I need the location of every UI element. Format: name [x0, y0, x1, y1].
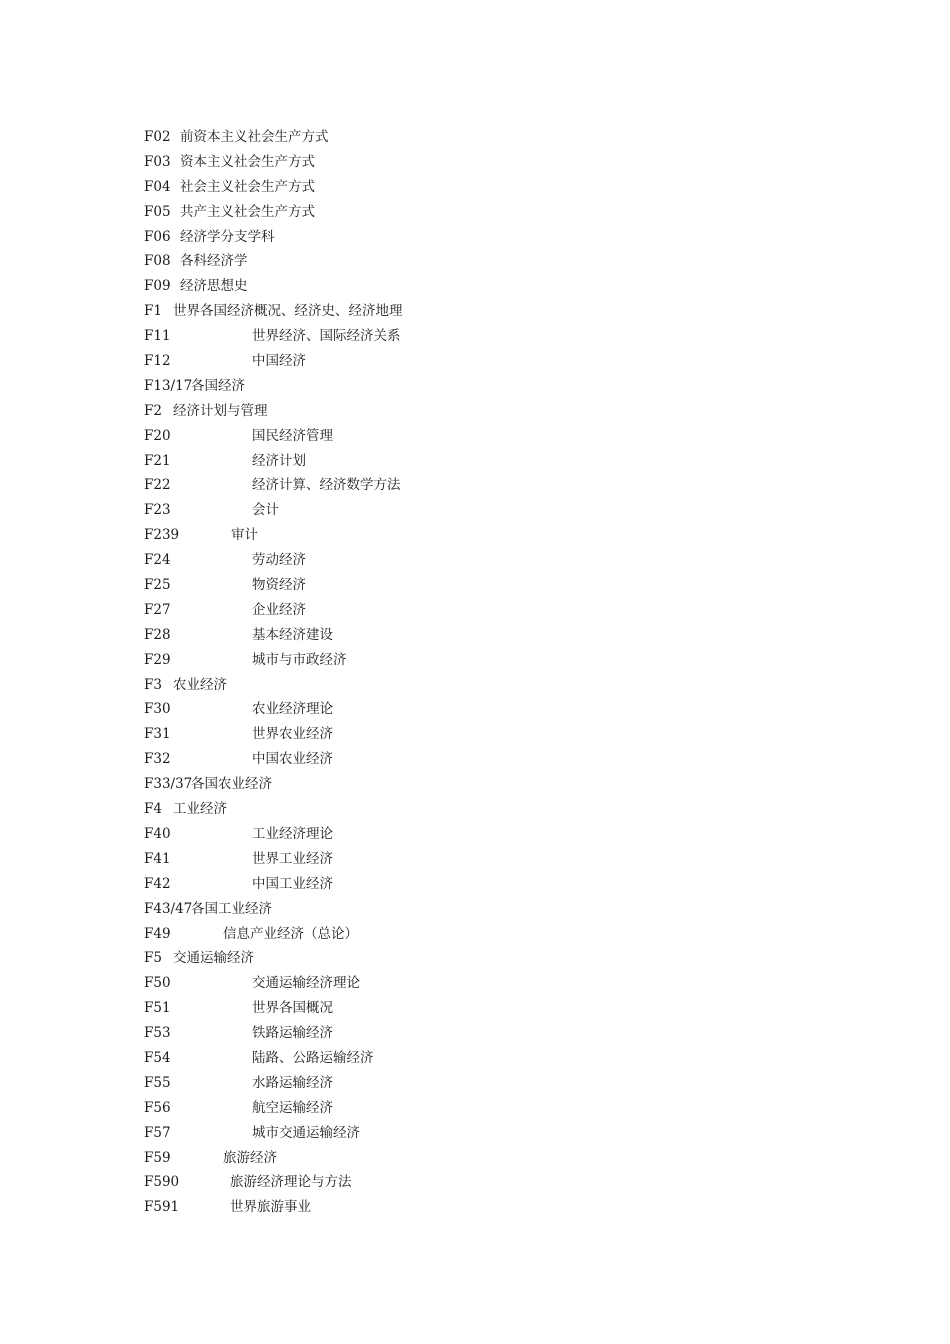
entry-code: F23 [144, 502, 171, 519]
entry-code: F31 [144, 726, 171, 743]
entry-code: F20 [144, 427, 171, 444]
list-item [144, 1071, 844, 1096]
list-item [144, 697, 844, 722]
entry-title: 经济计算、经济数学方法 [252, 477, 401, 494]
list-item [144, 498, 844, 523]
entry-title: 各国经济 [191, 377, 245, 394]
entry-code: F41 [144, 850, 171, 867]
list-item [144, 225, 844, 250]
entry-title: 物资经济 [252, 577, 306, 594]
entry-title: 世界工业经济 [252, 850, 333, 867]
list-item [144, 523, 844, 548]
list-item [144, 150, 844, 175]
list-item [144, 623, 844, 648]
entry-code: F06 [144, 228, 171, 245]
entry-title: 世界各国经济概况、经济史、经济地理 [173, 303, 403, 320]
entry-code: F59 [144, 1149, 171, 1166]
list-item [144, 424, 844, 449]
list-item [144, 548, 844, 573]
entry-code: F42 [144, 875, 171, 892]
entry-code: F30 [144, 701, 171, 718]
entry-title: 资本主义社会生产方式 [180, 153, 315, 170]
entry-code: F53 [144, 1025, 171, 1042]
entry-title: 各科经济学 [180, 253, 248, 270]
list-item [144, 822, 844, 847]
entry-title: 陆路、公路运输经济 [252, 1049, 374, 1066]
list-item [144, 1096, 844, 1121]
list-item [144, 299, 844, 324]
entry-title: 劳动经济 [252, 552, 306, 569]
classification-list [144, 125, 844, 1220]
entry-code: F50 [144, 975, 171, 992]
entry-title: 企业经济 [252, 601, 306, 618]
entry-code: F33/37 [144, 776, 193, 793]
entry-title: 前资本主义社会生产方式 [180, 129, 329, 145]
entry-code: F02 [144, 129, 171, 145]
entry-code: F591 [144, 1199, 180, 1216]
entry-title: 信息产业经济（总论） [223, 925, 358, 942]
entry-code: F28 [144, 626, 171, 643]
entry-code: F21 [144, 452, 171, 469]
list-item [144, 648, 844, 673]
entry-code: F239 [144, 527, 180, 544]
list-item [144, 996, 844, 1021]
entry-code: F54 [144, 1049, 171, 1066]
list-item [144, 349, 844, 374]
entry-title: 会计 [252, 502, 279, 519]
entry-code: F55 [144, 1074, 171, 1091]
entry-title: 水路运输经济 [252, 1074, 333, 1091]
list-item [144, 946, 844, 971]
list-item [144, 1146, 844, 1171]
list-item [144, 200, 844, 225]
list-item [144, 772, 844, 797]
entry-code: F57 [144, 1124, 171, 1141]
list-item [144, 374, 844, 399]
entry-code: F27 [144, 601, 171, 618]
entry-code: F5 [144, 950, 162, 967]
list-item [144, 971, 844, 996]
entry-code: F08 [144, 253, 171, 270]
list-item [144, 399, 844, 424]
entry-code: F03 [144, 153, 171, 170]
entry-code: F32 [144, 751, 171, 768]
entry-title: 城市交通运输经济 [252, 1124, 360, 1141]
entry-code: F13/17 [144, 377, 193, 394]
entry-title: 中国工业经济 [252, 875, 333, 892]
entry-title: 世界经济、国际经济关系 [252, 328, 401, 345]
entry-title: 旅游经济理论与方法 [230, 1174, 352, 1191]
list-item [144, 449, 844, 474]
entry-title: 交通运输经济理论 [252, 975, 360, 992]
entry-code: F1 [144, 303, 162, 320]
entry-code: F04 [144, 178, 171, 195]
entry-code: F2 [144, 402, 162, 419]
list-item [144, 473, 844, 498]
list-item [144, 598, 844, 623]
entry-code: F29 [144, 651, 171, 668]
entry-title: 经济计划与管理 [173, 402, 268, 419]
entry-code: F25 [144, 577, 171, 594]
entry-code: F43/47 [144, 900, 193, 917]
entry-code: F05 [144, 203, 171, 220]
entry-title: 航空运输经济 [252, 1099, 333, 1116]
list-item [144, 673, 844, 698]
entry-code: F56 [144, 1099, 171, 1116]
entry-title: 经济思想史 [180, 278, 248, 295]
entry-title: 各国工业经济 [191, 900, 272, 917]
entry-title: 世界各国概况 [252, 1000, 333, 1017]
entry-title: 农业经济 [173, 676, 227, 693]
list-item [144, 1195, 844, 1220]
entry-title: 中国农业经济 [252, 751, 333, 768]
list-item [144, 747, 844, 772]
entry-code: F49 [144, 925, 171, 942]
entry-title: 铁路运输经济 [252, 1025, 333, 1042]
entry-title: 世界旅游事业 [230, 1199, 311, 1216]
list-item [144, 872, 844, 897]
list-item [144, 324, 844, 349]
list-item [144, 922, 844, 947]
entry-title: 工业经济 [173, 801, 227, 818]
list-item [144, 722, 844, 747]
list-item [144, 797, 844, 822]
entry-code: F22 [144, 477, 171, 494]
entry-code: F09 [144, 278, 171, 295]
list-item [144, 249, 844, 274]
list-item [144, 175, 844, 200]
entry-title: 国民经济管理 [252, 427, 333, 444]
entry-title: 中国经济 [252, 353, 306, 370]
entry-title: 审计 [231, 527, 258, 544]
list-item [144, 847, 844, 872]
entry-title: 城市与市政经济 [252, 651, 347, 668]
list-item [144, 274, 844, 299]
entry-title: 经济学分支学科 [180, 228, 275, 245]
entry-title: 社会主义社会生产方式 [180, 178, 315, 195]
entry-title: 经济计划 [252, 452, 306, 469]
entry-title: 旅游经济 [223, 1149, 277, 1166]
list-item [144, 573, 844, 598]
entry-code: F40 [144, 825, 171, 842]
list-item [144, 897, 844, 922]
list-item [144, 125, 844, 150]
entry-code: F51 [144, 1000, 171, 1017]
list-item [144, 1121, 844, 1146]
entry-title: 工业经济理论 [252, 825, 333, 842]
entry-title: 共产主义社会生产方式 [180, 203, 315, 220]
entry-code: F11 [144, 328, 171, 345]
entry-code: F12 [144, 353, 171, 370]
entry-code: F3 [144, 676, 162, 693]
entry-title: 交通运输经济 [173, 950, 254, 967]
entry-title: 各国农业经济 [191, 776, 272, 793]
entry-code: F24 [144, 552, 171, 569]
list-item [144, 1046, 844, 1071]
entry-code: F4 [144, 801, 162, 818]
entry-title: 基本经济建设 [252, 626, 333, 643]
list-item [144, 1021, 844, 1046]
list-item [144, 1170, 844, 1195]
entry-code: F590 [144, 1174, 180, 1191]
entry-title: 世界农业经济 [252, 726, 333, 743]
entry-title: 农业经济理论 [252, 701, 333, 718]
